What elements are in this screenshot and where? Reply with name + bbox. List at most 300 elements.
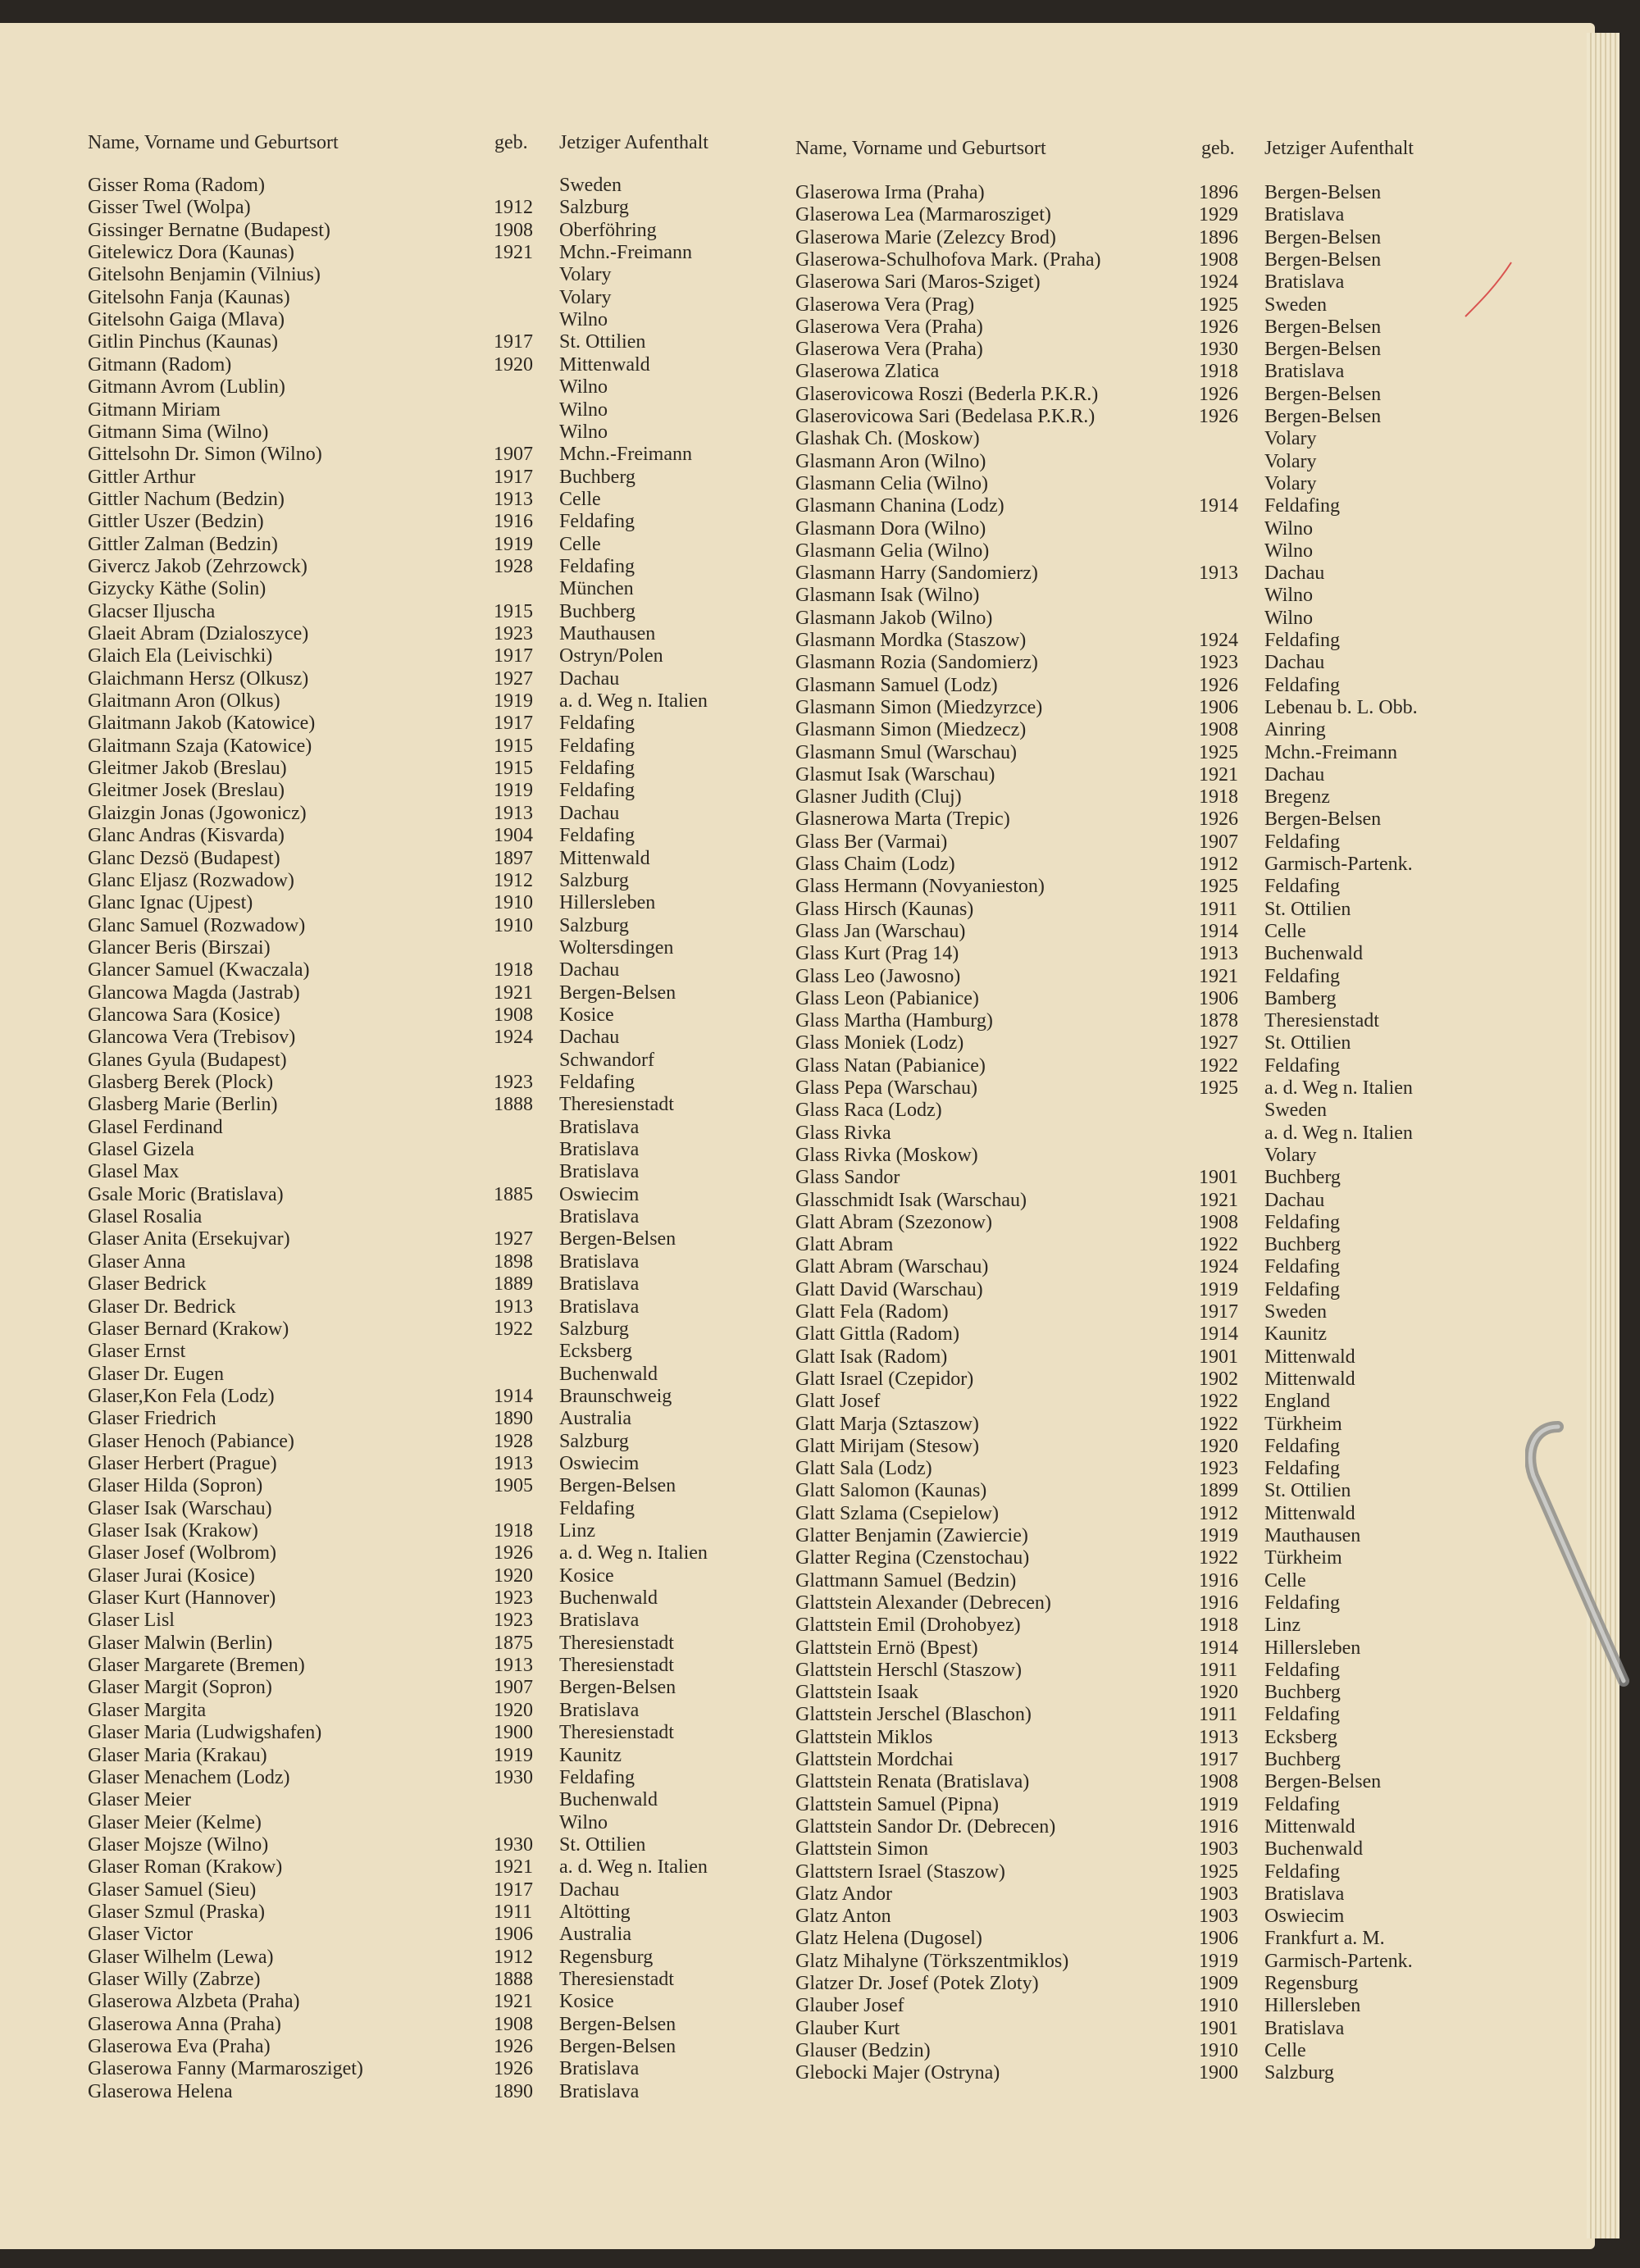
entry-place: Oberföhring — [559, 219, 657, 241]
entry-name: Glaser Victor — [88, 1924, 194, 1946]
entry-name: Glasel Max — [88, 1161, 180, 1183]
entry-year: 1921 — [494, 242, 533, 264]
entry-year: 1922 — [1199, 1234, 1238, 1256]
register-row — [0, 1391, 1330, 1413]
entry-name: Glaser Willy (Zabrze) — [88, 1969, 261, 1990]
register-row — [0, 1413, 1342, 1436]
entry-place: Bratislava — [559, 1610, 640, 1632]
entry-year: 1924 — [1199, 630, 1238, 651]
entry-place: Feldafing — [559, 735, 635, 757]
entry-place: Wilno — [1264, 517, 1314, 540]
entry-year: 1919 — [494, 690, 533, 713]
entry-year: 1913 — [494, 1452, 533, 1474]
entry-year: 1916 — [494, 511, 533, 533]
entry-place: Bratislava — [559, 1296, 640, 1318]
entry-place: Dachau — [1264, 652, 1325, 674]
entry-name: Glaser,Kon Fela (Lodz) — [88, 1385, 275, 1407]
register-row — [0, 607, 1314, 630]
entry-place: München — [559, 578, 634, 600]
entry-name: Glass Leo (Jawosno) — [795, 965, 961, 987]
entry-name: Glaserowa-Schulhofova Mark. (Praha) — [795, 248, 1101, 271]
entry-place: Bratislava — [1264, 1883, 1345, 1905]
entry-name: Glasmann Dora (Wilno) — [795, 517, 986, 540]
entry-name: Glatt Israel (Czepidor) — [795, 1368, 974, 1390]
entry-name: Glasmann Isak (Wilno) — [795, 585, 980, 607]
entry-place: Buchberg — [1264, 1167, 1341, 1189]
pen-mark — [1464, 261, 1513, 318]
entry-name: Glattstein Miklos — [795, 1726, 933, 1748]
register-row — [0, 1637, 1361, 1660]
entry-name: Glass Hermann (Novyanieston) — [795, 876, 1045, 898]
entry-place: Bregenz — [1264, 786, 1330, 808]
entry-year: 1911 — [1199, 1704, 1238, 1726]
register-row — [0, 540, 1314, 562]
entry-name: Glass Ber (Varmai) — [795, 831, 948, 853]
register-row — [0, 1368, 1355, 1391]
entry-year: 1889 — [494, 1273, 533, 1296]
entry-place: Buchberg — [559, 600, 636, 622]
entry-name: Glaserowa Helena — [88, 2080, 233, 2102]
entry-year: 1900 — [494, 1722, 533, 1744]
entry-name: Glaser Kurt (Hannover) — [88, 1587, 276, 1610]
entry-place: St. Ottilien — [559, 331, 646, 353]
entry-year: 1923 — [1199, 652, 1238, 674]
register-row — [0, 786, 1330, 808]
entry-place: Feldafing — [1264, 630, 1340, 651]
register-row — [0, 428, 1317, 450]
entry-year: 1921 — [1199, 965, 1238, 987]
entry-year: 1888 — [494, 1969, 533, 1990]
entry-place: Bergen-Belsen — [1264, 808, 1382, 831]
entry-name: Glatt Abram (Szezonow) — [795, 1211, 992, 1233]
entry-place: Volary — [1264, 428, 1317, 450]
entry-name: Glaserowa Irma (Praha) — [795, 182, 985, 203]
register-row — [0, 226, 1382, 249]
entry-year: 1920 — [494, 1699, 533, 1721]
entry-name: Glass Chaim (Lodz) — [795, 854, 955, 875]
register-row — [0, 1054, 1340, 1077]
entry-name: Glaser Bedrick — [88, 1273, 207, 1296]
entry-year: 1906 — [1199, 696, 1238, 718]
entry-name: Glaser Isak (Warschau) — [88, 1497, 272, 1519]
entry-place: St. Ottilien — [1264, 898, 1351, 920]
entry-name: Glaserovicowa Sari (Bedelasa P.K.R.) — [795, 406, 1096, 427]
entry-place: Kaunitz — [559, 1744, 622, 1766]
register-row — [0, 1211, 1340, 1234]
entry-year: 1929 — [1199, 204, 1238, 226]
entry-name: Glasmann Simon (Miedzyrzce) — [795, 696, 1043, 718]
entry-year: 1926 — [1199, 406, 1238, 427]
register-row — [0, 1010, 1379, 1032]
register-row — [0, 1815, 1355, 1838]
register-row — [0, 1077, 1413, 1100]
entry-place: Feldafing — [559, 780, 635, 802]
entry-name: Glatt Marja (Sztaszow) — [795, 1413, 979, 1435]
entry-year: 1921 — [1199, 763, 1238, 786]
entry-year: 1901 — [1199, 1167, 1238, 1189]
entry-name: Glasmann Mordka (Staszow) — [795, 630, 1027, 651]
entry-place: Sweden — [1264, 1100, 1327, 1122]
entry-place: Mittenwald — [1264, 1346, 1355, 1368]
entry-year: 1919 — [494, 1744, 533, 1766]
entry-name: Glaitmann Jakob (Katowice) — [88, 713, 316, 735]
entry-year: 1923 — [494, 1587, 533, 1610]
entry-year: 1908 — [1199, 1211, 1238, 1233]
entry-year: 1913 — [1199, 943, 1238, 965]
entry-name: Glaser Szmul (Praska) — [88, 1901, 265, 1923]
entry-name: Glatt Abram — [795, 1234, 894, 1256]
entry-name: Gittler Uszer (Bedzin) — [88, 511, 264, 533]
entry-year: 1901 — [1199, 1346, 1238, 1368]
entry-name: Glanc Samuel (Rozwadow) — [88, 914, 306, 936]
entry-year: 1917 — [1199, 1301, 1238, 1323]
entry-year: 1918 — [1199, 786, 1238, 808]
entry-place: Bratislava — [559, 1250, 640, 1273]
entry-place: Ecksberg — [1264, 1726, 1337, 1748]
register-row — [0, 1032, 1351, 1054]
entry-name: Glass Moniek (Lodz) — [795, 1032, 964, 1054]
register-row — [0, 1256, 1340, 1278]
entry-place: Bratislava — [559, 2058, 640, 2080]
entry-place: Theresienstadt — [1264, 1010, 1379, 1032]
entry-name: Glaser Lisl — [88, 1610, 175, 1632]
register-row — [0, 1749, 1341, 1771]
entry-place: Theresienstadt — [559, 1632, 674, 1654]
entry-name: Gisser Roma (Radom) — [88, 175, 265, 196]
entry-year: 1926 — [494, 2036, 533, 2058]
entry-year: 1922 — [1199, 1391, 1238, 1413]
entry-name: Glancowa Sara (Kosice) — [88, 1004, 280, 1026]
register-row — [0, 204, 1345, 226]
entry-name: Gsale Moric (Bratislava) — [88, 1183, 284, 1205]
entry-place: Feldafing — [1264, 1793, 1340, 1815]
entry-name: Glancowa Vera (Trebisov) — [88, 1027, 296, 1049]
register-row — [0, 1704, 1340, 1726]
entry-place: Ainring — [1264, 719, 1326, 741]
entry-year: 1925 — [1199, 1860, 1238, 1883]
entry-place: Dachau — [1264, 562, 1325, 585]
register-row — [0, 1167, 1341, 1189]
entry-year: 1899 — [1199, 1480, 1238, 1502]
entry-year: 1903 — [1199, 1906, 1238, 1928]
entry-year: 1912 — [494, 197, 533, 219]
entry-place: Salzburg — [1264, 2062, 1334, 2084]
entry-place: Feldafing — [1264, 1435, 1340, 1457]
register-row — [0, 1928, 1385, 1950]
entry-place: a. d. Weg n. Italien — [1264, 1077, 1413, 1099]
entry-year: 1922 — [494, 1318, 533, 1340]
entry-name: Gitmann Sima (Wilno) — [88, 421, 269, 443]
entry-place: Wilno — [559, 376, 608, 398]
entry-place: Bergen-Belsen — [1264, 406, 1382, 427]
register-row — [0, 406, 1382, 428]
entry-name: Glasmann Gelia (Wilno) — [795, 540, 990, 562]
register-row — [0, 271, 1345, 294]
entry-year: 1924 — [1199, 271, 1238, 294]
entry-name: Gleitmer Josek (Breslau) — [88, 780, 285, 802]
entry-year: 1922 — [1199, 1054, 1238, 1077]
register-row — [0, 1435, 1340, 1458]
entry-year: 1930 — [494, 1766, 533, 1788]
register-row — [0, 1592, 1340, 1614]
entry-name: Glaserowa Marie (Zelezcy Brod) — [795, 226, 1056, 248]
entry-name: Glatzer Dr. Josef (Potek Zloty) — [795, 1973, 1039, 1994]
entry-year: 1896 — [1199, 182, 1238, 203]
entry-place: a. d. Weg n. Italien — [559, 1542, 708, 1564]
entry-place: Garmisch-Partenk. — [1264, 854, 1413, 875]
register-row — [0, 719, 1326, 741]
entry-name: Gitelsohn Gaiga (Mlava) — [88, 309, 285, 331]
entry-year: 1875 — [494, 1632, 533, 1654]
entry-name: Glasberg Berek (Plock) — [88, 1072, 274, 1093]
register-row — [0, 316, 1382, 339]
entry-name: Gissinger Bernatne (Budapest) — [88, 219, 330, 241]
register-row — [0, 1100, 1327, 1122]
entry-name: Glauber Josef — [795, 1995, 904, 2017]
register-row — [0, 1144, 1317, 1167]
entry-year: 1914 — [1199, 1323, 1238, 1346]
entry-place: Feldafing — [559, 1072, 635, 1093]
entry-place: Salzburg — [559, 869, 629, 891]
entry-place: Mchn.-Freimann — [559, 444, 692, 466]
entry-place: Feldafing — [1264, 1860, 1340, 1883]
entry-place: Mittenwald — [559, 847, 650, 869]
register-row — [0, 1883, 1345, 1906]
entry-place: Oswiecim — [559, 1452, 640, 1474]
entry-place: Bergen-Belsen — [1264, 248, 1382, 271]
entry-name: Glaser Malwin (Berlin) — [88, 1632, 273, 1654]
entry-year: 1917 — [494, 645, 533, 667]
entry-name: Glass Rivka — [795, 1122, 891, 1144]
entry-place: Hillersleben — [1264, 1637, 1361, 1659]
entry-place: Buchenwald — [559, 1587, 658, 1610]
register-row — [0, 652, 1325, 674]
entry-year: 1919 — [1199, 1793, 1238, 1815]
register-row — [0, 1480, 1351, 1502]
entry-place: Regensburg — [559, 1946, 654, 1968]
entry-place: Mauthausen — [1264, 1525, 1361, 1546]
entry-place: Buchberg — [1264, 1682, 1341, 1704]
entry-place: Bergen-Belsen — [559, 2036, 676, 2058]
entry-place: England — [1264, 1391, 1330, 1413]
register-row — [0, 1547, 1342, 1569]
entry-name: Glaserowa Fanny (Marmarosziget) — [88, 2058, 363, 2080]
entry-name: Glaserowa Vera (Praha) — [795, 339, 983, 361]
entry-name: Glauser (Bedzin) — [795, 2039, 931, 2061]
entry-place: Mittenwald — [559, 353, 650, 376]
entry-name: Glatt David (Warschau) — [795, 1278, 983, 1300]
entry-place: Australia — [559, 1408, 631, 1430]
entry-year: 1912 — [1199, 1502, 1238, 1524]
entry-place: Altötting — [559, 1901, 631, 1923]
entry-name: Glattstein Renata (Bratislava) — [795, 1771, 1030, 1793]
entry-name: Glatz Andor — [795, 1883, 892, 1905]
right-header-place: Jetziger Aufenthalt — [1264, 138, 1414, 159]
entry-name: Glasner Judith (Cluj) — [795, 786, 962, 808]
entry-place: Wilno — [559, 309, 608, 331]
entry-name: Glaeit Abram (Dzialoszyce) — [88, 623, 309, 644]
entry-year: 1920 — [1199, 1682, 1238, 1704]
entry-year: 1926 — [494, 2058, 533, 2080]
entry-year: 1878 — [1199, 1010, 1238, 1032]
entry-place: Woltersdingen — [559, 936, 674, 959]
entry-place: Bergen-Belsen — [559, 1475, 676, 1497]
entry-year: 1920 — [494, 353, 533, 376]
entry-year: 1901 — [1199, 2017, 1238, 2039]
entry-year: 1906 — [1199, 1928, 1238, 1950]
entry-year: 1908 — [1199, 1771, 1238, 1793]
entry-name: Glaizgin Jonas (Jgowonicz) — [88, 802, 307, 824]
entry-name: Glancer Beris (Birszai) — [88, 936, 271, 959]
entry-name: Glasmann Chanina (Lodz) — [795, 495, 1004, 517]
entry-name: Glatter Regina (Czenstochau) — [795, 1547, 1030, 1569]
entry-place: Mittenwald — [1264, 1502, 1355, 1524]
register-row — [0, 450, 1317, 473]
entry-name: Gitmann Miriam — [88, 398, 221, 421]
entry-place: Feldafing — [1264, 831, 1340, 853]
register-row — [0, 248, 1382, 271]
entry-name: Glatt Fela (Radom) — [795, 1301, 949, 1323]
register-row — [0, 1614, 1301, 1637]
register-row — [0, 1726, 1337, 1749]
entry-place: Celle — [559, 533, 601, 555]
entry-year: 1926 — [1199, 383, 1238, 405]
entry-year: 1913 — [494, 1296, 533, 1318]
entry-year: 1917 — [494, 466, 533, 488]
entry-name: Glatt Mirijam (Stesow) — [795, 1435, 979, 1457]
register-row — [0, 630, 1340, 652]
entry-place: Feldafing — [559, 511, 635, 533]
entry-place: Braunschweig — [559, 1385, 672, 1407]
entry-name: Glaser Wilhelm (Lewa) — [88, 1946, 274, 1968]
entry-place: Türkheim — [1264, 1547, 1342, 1569]
entry-name: Glasmann Simon (Miedzecz) — [795, 719, 1027, 741]
entry-place: Hillersleben — [559, 892, 656, 914]
entry-name: Glaser Dr. Bedrick — [88, 1296, 236, 1318]
entry-name: Glatt Abram (Warschau) — [795, 1256, 989, 1278]
entry-name: Glattstein Simon — [795, 1838, 928, 1860]
entry-place: Salzburg — [559, 1318, 629, 1340]
entry-place: Feldafing — [1264, 1458, 1340, 1480]
entry-name: Gitelewicz Dora (Kaunas) — [88, 242, 294, 264]
entry-place: Bergen-Belsen — [559, 1228, 676, 1250]
register-row — [0, 1973, 1359, 1995]
entry-year: 1911 — [1199, 898, 1238, 920]
entry-year: 1908 — [494, 2013, 533, 2035]
entry-name: Gitmann Avrom (Lublin) — [88, 376, 285, 398]
entry-year: 1913 — [494, 488, 533, 510]
register-row — [0, 1838, 1363, 1860]
register-row — [0, 1234, 1341, 1256]
entry-name: Glaser Anna — [88, 1250, 186, 1273]
entry-place: Mchn.-Freimann — [559, 242, 692, 264]
entry-name: Glasmann Jakob (Wilno) — [795, 607, 993, 629]
entry-name: Glattstein Alexander (Debrecen) — [795, 1592, 1051, 1614]
entry-name: Glaser Hilda (Sopron) — [88, 1475, 263, 1497]
entry-year: 1923 — [1199, 1458, 1238, 1480]
entry-name: Glass Natan (Pabianice) — [795, 1054, 986, 1077]
entry-year: 1919 — [494, 780, 533, 802]
entry-year: 1908 — [494, 1004, 533, 1026]
entry-name: Glaser Dr. Eugen — [88, 1363, 224, 1385]
entry-name: Glatter Benjamin (Zawiercie) — [795, 1525, 1028, 1546]
entry-year: 1908 — [1199, 719, 1238, 741]
entry-place: Feldafing — [559, 1497, 635, 1519]
entry-place: Feldafing — [559, 1766, 635, 1788]
entry-year: 1921 — [494, 1856, 533, 1879]
entry-place: Theresienstadt — [559, 1969, 674, 1990]
entry-name: Glass Sandor — [795, 1167, 900, 1189]
entry-place: Volary — [559, 264, 612, 286]
entry-name: Glaserowa Vera (Praha) — [795, 316, 983, 338]
entry-year: 1921 — [494, 981, 533, 1004]
entry-name: Glatt Salomon (Kaunas) — [795, 1480, 987, 1502]
entry-place: Wilno — [559, 398, 608, 421]
register-row — [0, 696, 1418, 719]
entry-year: 1927 — [1199, 1032, 1238, 1054]
entry-place: Australia — [559, 1924, 631, 1946]
entry-name: Glasschmidt Isak (Warschau) — [795, 1189, 1027, 1211]
entry-year: 1922 — [1199, 1413, 1238, 1435]
entry-year: 1926 — [494, 1542, 533, 1564]
register-row — [0, 2039, 1306, 2062]
entry-name: Gitelsohn Fanja (Kaunas) — [88, 286, 290, 308]
entry-year: 1925 — [1199, 294, 1238, 316]
entry-name: Glaserowa Lea (Marmarosziget) — [795, 204, 1051, 226]
entry-year: 1885 — [494, 1183, 533, 1205]
entry-name: Glasmann Aron (Wilno) — [795, 450, 986, 472]
entry-place: St. Ottilien — [559, 1833, 646, 1856]
entry-year: 1910 — [494, 914, 533, 936]
entry-year: 1919 — [494, 533, 533, 555]
entry-name: Gitelsohn Benjamin (Vilnius) — [88, 264, 321, 286]
entry-name: Gittler Nachum (Bedzin) — [88, 488, 285, 510]
entry-place: Ecksberg — [559, 1341, 632, 1363]
entry-year: 1914 — [1199, 495, 1238, 517]
entry-place: Bratislava — [1264, 271, 1345, 294]
entry-place: Garmisch-Partenk. — [1264, 1950, 1413, 1972]
entry-year: 1923 — [494, 623, 533, 644]
entry-year: 1914 — [1199, 1637, 1238, 1659]
entry-name: Glaser Jurai (Kosice) — [88, 1564, 255, 1587]
entry-place: Buchberg — [1264, 1749, 1341, 1770]
entry-place: Dachau — [559, 667, 620, 690]
register-row — [0, 472, 1317, 495]
register-row — [0, 361, 1345, 383]
entry-place: Feldafing — [1264, 1592, 1340, 1614]
entry-place: Bratislava — [1264, 204, 1345, 226]
entry-place: Bratislava — [1264, 2017, 1345, 2039]
entry-place: Frankfurt a. M. — [1264, 1928, 1385, 1950]
entry-year: 1918 — [494, 1520, 533, 1542]
entry-place: Volary — [1264, 450, 1317, 472]
entry-place: Theresienstadt — [559, 1722, 674, 1744]
entry-year: 1912 — [1199, 854, 1238, 875]
entry-name: Glasmann Rozia (Sandomierz) — [795, 652, 1038, 674]
entry-place: Wilno — [1264, 540, 1314, 562]
entry-name: Glattstein Ernö (Bpest) — [795, 1637, 978, 1659]
entry-place: Salzburg — [559, 914, 629, 936]
entry-place: Türkheim — [1264, 1413, 1342, 1435]
register-row — [0, 1323, 1327, 1346]
entry-name: Glattstein Herschl (Staszow) — [795, 1659, 1022, 1681]
register-row — [0, 294, 1327, 317]
entry-name: Glass Jan (Warschau) — [795, 920, 966, 942]
entry-year: 1930 — [1199, 339, 1238, 361]
entry-place: Wilno — [559, 421, 608, 443]
entry-place: Feldafing — [1264, 1278, 1340, 1300]
entry-name: Gittelsohn Dr. Simon (Wilno) — [88, 444, 322, 466]
